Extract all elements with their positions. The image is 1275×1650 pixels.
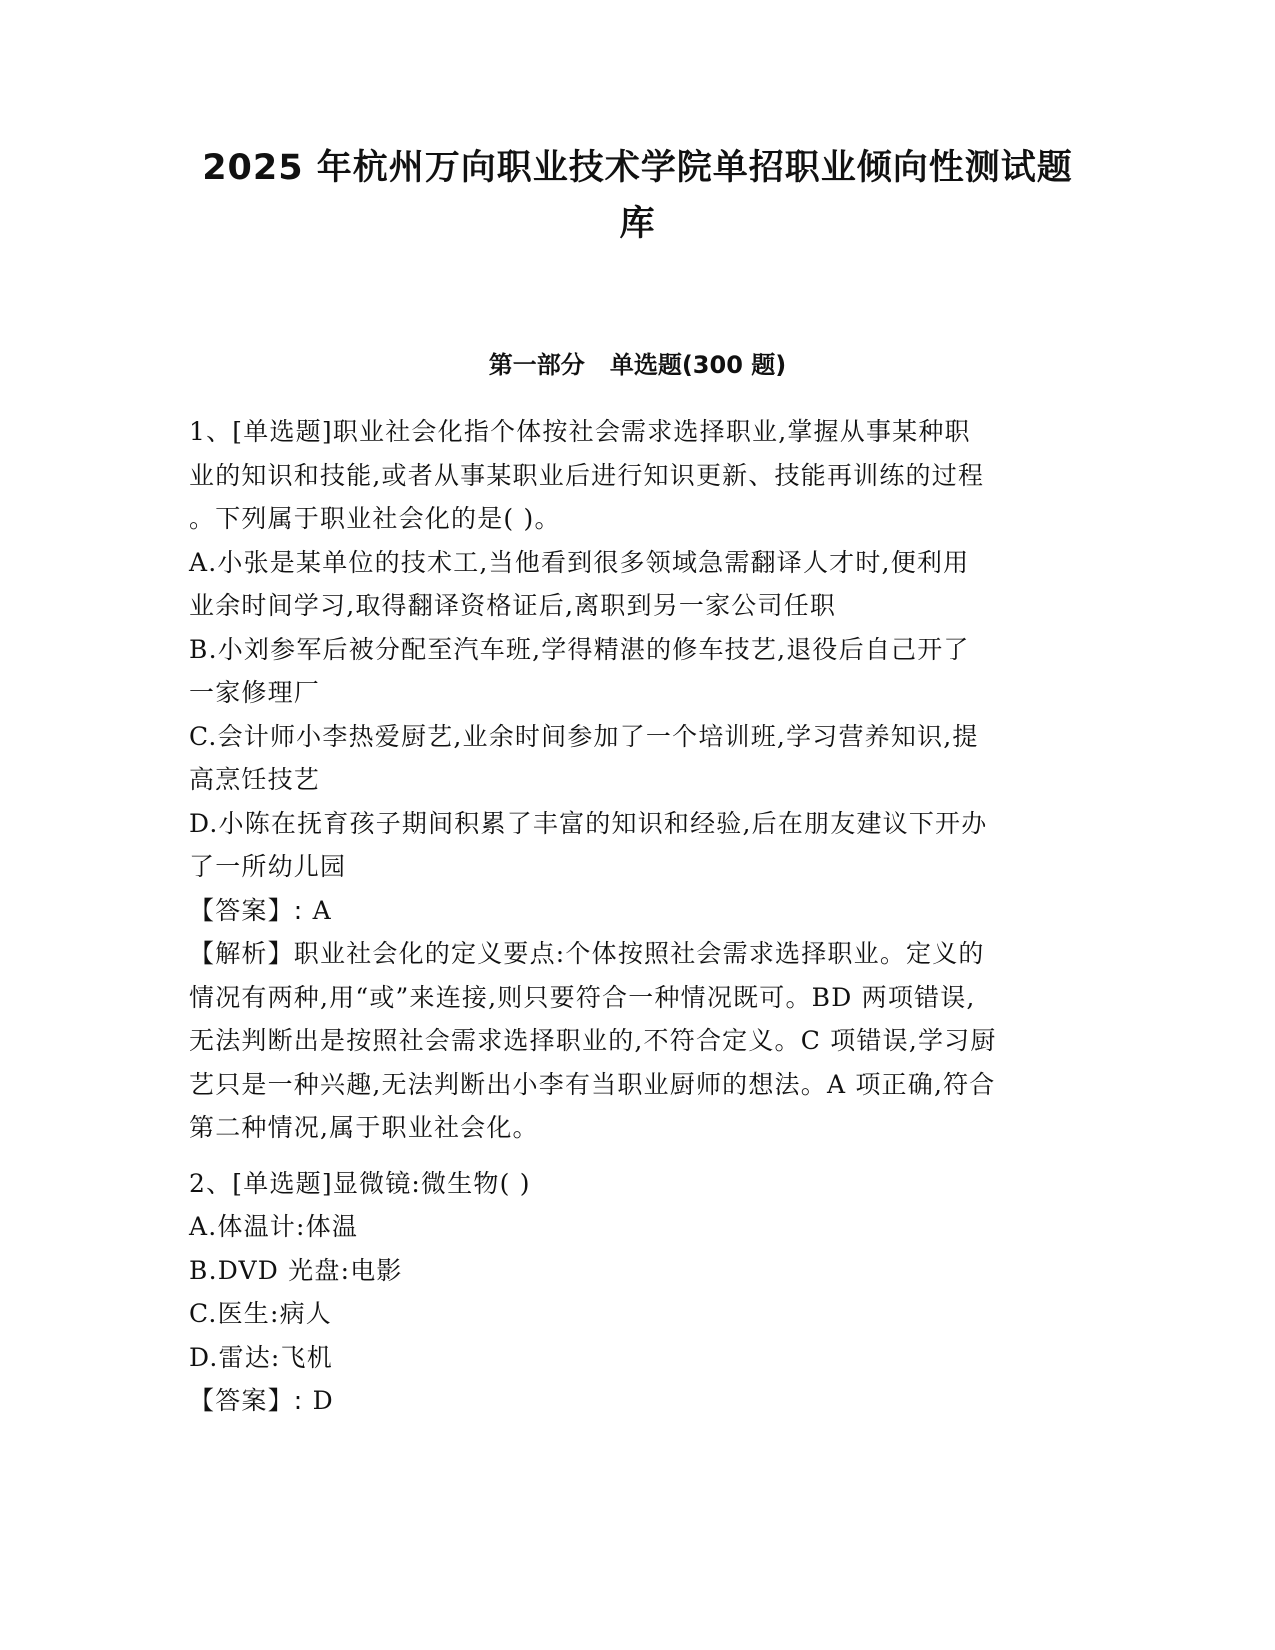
answer-label: 【答案】: [189,1386,304,1415]
analysis-line: 【解析】职业社会化的定义要点:个体按照社会需求选择职业。定义的 [189,939,985,968]
question-stem-line: 业的知识和技能,或者从事某职业后进行知识更新、技能再训练的过程 [189,460,985,490]
question-2 [189,1162,1089,1423]
option-b: B.DVD 光盘:电影 [189,1255,403,1285]
option-c: C.医生:病人 [189,1299,333,1328]
option-b [189,628,1089,715]
option-line: B.小刘参军后被分配至汽车班,学得精湛的修车技艺,退役后自己开了 [189,634,970,664]
option-line: C.会计师小李热爱厨艺,业余时间参加了一个培训班,学习营养知识,提 [189,721,979,751]
answer-line [189,1379,1089,1423]
answer-value: A [312,895,332,925]
analysis [189,932,1089,1150]
analysis-line: 情况有两种,用“或”来连接,则只要符合一种情况既可。BD 两项错误, [189,982,976,1012]
question-list [189,410,1089,1435]
option-c [189,715,1089,802]
section-title: 第一部分 单选题(300 题) [488,351,787,379]
option-d [189,802,1089,889]
question-stem-line: 1、[单选题]职业社会化指个体按社会需求选择职业,掌握从事某种职 [189,417,971,446]
answer-value: D [312,1386,334,1415]
question-1 [189,410,1089,1150]
option-line: 高烹饪技艺 [189,765,321,794]
question-stem-line: 2、[单选题]显微镜:微生物( ) [189,1168,531,1198]
option-line: D.小陈在抚育孩子期间积累了丰富的知识和经验,后在朋友建议下开办 [189,808,988,838]
answer-label: 【答案】: [189,895,304,925]
option-line: 了一所幼儿园 [189,852,347,881]
option-d: D.雷达:飞机 [189,1342,333,1372]
analysis-line: 第二种情况,属于职业社会化。 [189,1113,539,1142]
document-title-line-2: 库 [619,204,656,244]
option-line: 业余时间学习,取得翻译资格证后,离职到另一家公司任职 [189,591,837,620]
option-line: 一家修理厂 [189,678,321,707]
option-a: A.体温计:体温 [189,1212,359,1241]
answer-line [189,889,1089,933]
document-title [160,140,1115,252]
analysis-line: 无法判断出是按照社会需求选择职业的,不符合定义。C 项错误,学习厨 [189,1026,997,1055]
option-a [189,541,1089,628]
analysis-line: 艺只是一种兴趣,无法判断出小李有当职业厨师的想法。A 项正确,符合 [189,1069,996,1099]
option-line: A.小张是某单位的技术工,当他看到很多领域急需翻译人才时,便利用 [189,547,970,577]
question-stem-line: 。下列属于职业社会化的是( )。 [189,504,561,533]
document-title-line-1: 2025 年杭州万向职业技术学院单招职业倾向性测试题 [202,148,1073,188]
